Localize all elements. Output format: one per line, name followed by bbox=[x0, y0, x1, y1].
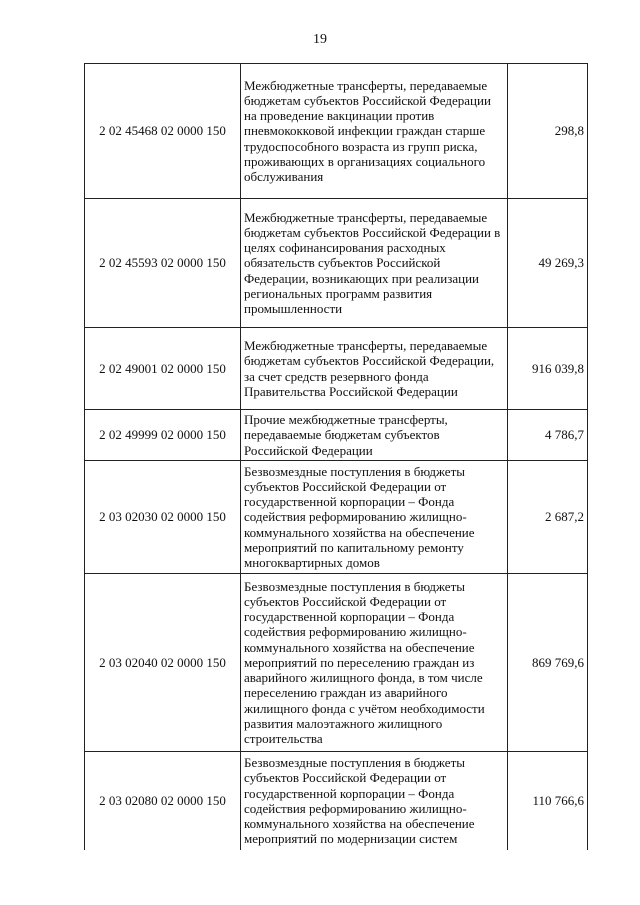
budget-code-cell: 2 02 49999 02 0000 150 bbox=[85, 410, 241, 461]
page-number: 19 bbox=[313, 32, 327, 47]
amount-cell: 2 687,2 bbox=[508, 461, 588, 574]
description-cell: Межбюджетные трансферты, передаваемые бюджетам субъектов Российской Федерации, за счет средств резервного фонда Правительства Российской Федерации bbox=[241, 328, 508, 410]
description-cell: Прочие межбюджетные трансферты, передаваемые бюджетам субъектов Российской Федерации bbox=[241, 410, 508, 461]
budget-code-cell: 2 03 02080 02 0000 150 bbox=[85, 752, 241, 850]
description-cell: Безвозмездные поступления в бюджеты субъектов Российской Федерации от государственной корпорации – Фонда содействия реформированию жилищно-коммунального хозяйства на обеспечение мероприятий по капитальному ремонту многоквартирных домов bbox=[241, 461, 508, 574]
table-row bbox=[85, 752, 588, 850]
amount-cell: 49 269,3 bbox=[508, 199, 588, 328]
amount-cell: 110 766,6 bbox=[508, 752, 588, 850]
table-row bbox=[85, 410, 588, 461]
description-cell: Безвозмездные поступления в бюджеты субъектов Российской Федерации от государственной корпорации – Фонда содействия реформированию жилищно-коммунального хозяйства на обеспечение мероприятий по модернизации систем bbox=[241, 752, 508, 850]
description-cell: Межбюджетные трансферты, передаваемые бюджетам субъектов Российской Федерации на проведение вакцинации против пневмококковой инфекции граждан старше трудоспособного возраста из групп риска, проживающих в организациях социального обслуживания bbox=[241, 64, 508, 199]
budget-code-cell: 2 02 45593 02 0000 150 bbox=[85, 199, 241, 328]
budget-code-cell: 2 02 45468 02 0000 150 bbox=[85, 64, 241, 199]
table-row bbox=[85, 64, 588, 199]
budget-code-cell: 2 03 02030 02 0000 150 bbox=[85, 461, 241, 574]
amount-cell: 4 786,7 bbox=[508, 410, 588, 461]
amount-cell: 869 769,6 bbox=[508, 574, 588, 752]
table-row bbox=[85, 328, 588, 410]
budget-code-cell: 2 03 02040 02 0000 150 bbox=[85, 574, 241, 752]
amount-cell: 916 039,8 bbox=[508, 328, 588, 410]
table-row bbox=[85, 199, 588, 328]
description-cell: Безвозмездные поступления в бюджеты субъектов Российской Федерации от государственной корпорации – Фонда содействия реформированию жилищно-коммунального хозяйства на обеспечение мероприятий по переселению граждан из аварийного жилищного фонда, в том числе переселению граждан из аварийного жилищного фонда с учётом необходимости развития малоэтажного жилищного строительства bbox=[241, 574, 508, 752]
amount-cell: 298,8 bbox=[508, 64, 588, 199]
table-row bbox=[85, 461, 588, 574]
table-row bbox=[85, 574, 588, 752]
budget-code-cell: 2 02 49001 02 0000 150 bbox=[85, 328, 241, 410]
description-cell: Межбюджетные трансферты, передаваемые бюджетам субъектов Российской Федерации в целях софинансирования расходных обязательств субъектов Российской Федерации, возникающих при реализации региональных программ развития промышленности bbox=[241, 199, 508, 328]
budget-revenue-table bbox=[84, 63, 588, 850]
